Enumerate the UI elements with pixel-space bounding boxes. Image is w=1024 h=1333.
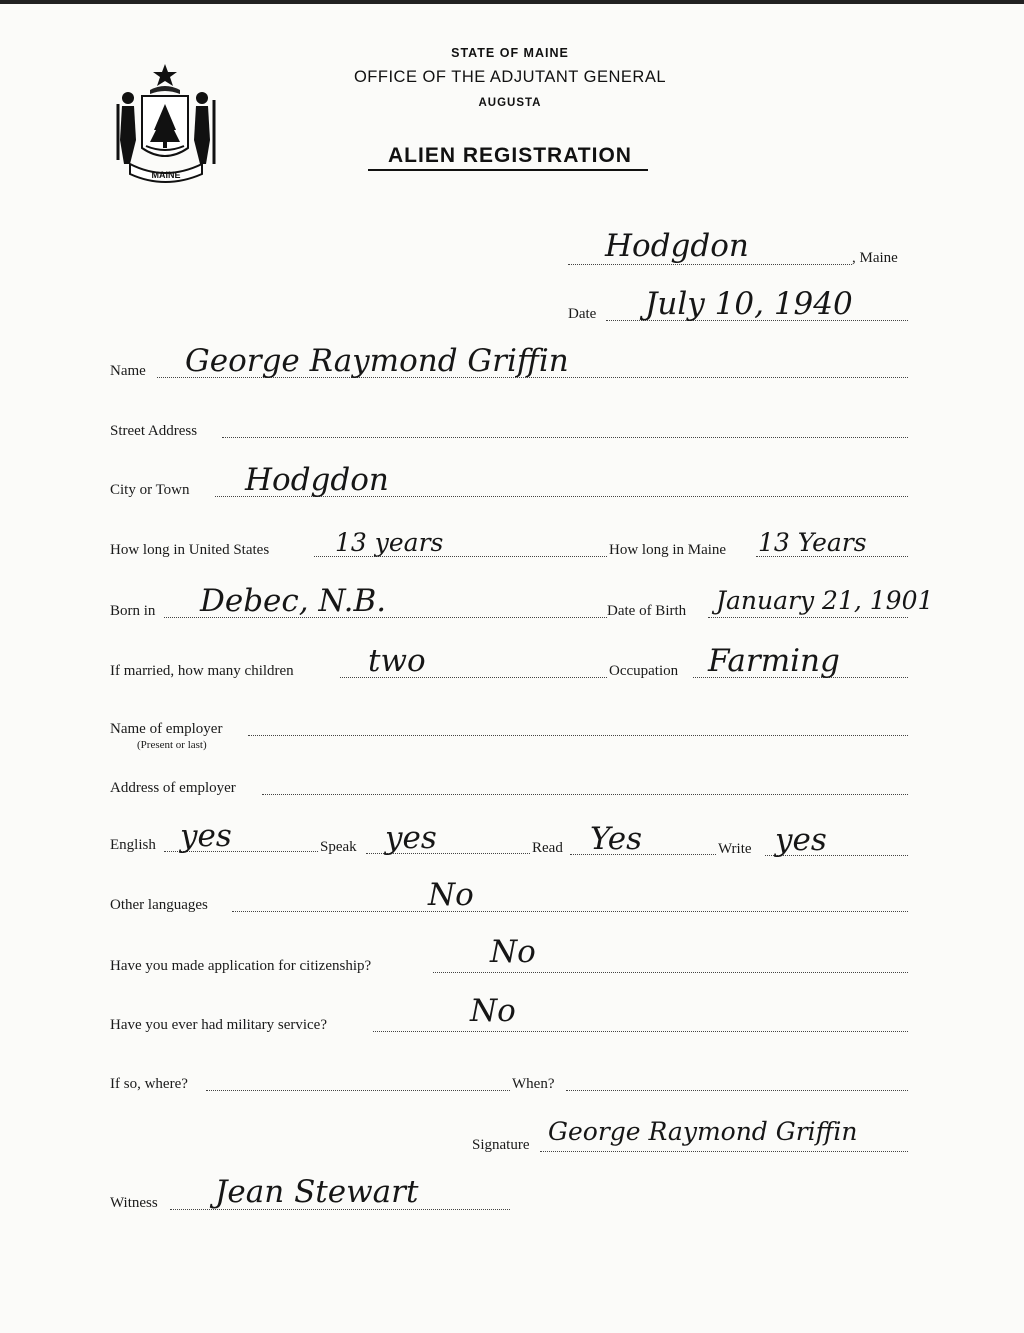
how-long-us-label: How long in United States [110,542,270,558]
street-line [222,437,908,438]
town-entry: Hodgdon [605,228,749,264]
where-line [206,1090,510,1091]
employer-sublabel: (Present or last) [137,739,207,751]
office-heading: OFFICE OF THE ADJUTANT GENERAL [353,68,667,86]
born-in-label: Born in [110,603,156,619]
when-label: When? [512,1076,555,1092]
title-underline [368,169,648,171]
read-entry: Yes [590,821,643,857]
write-entry: yes [775,822,827,858]
city-entry: Hodgdon [245,462,389,498]
employer-label: Name of employer [110,721,223,737]
citizenship-entry: No [490,934,536,970]
city-heading: AUGUSTA [478,97,542,109]
children-label: If married, how many children [110,663,294,679]
occupation-label: Occupation [609,663,679,679]
date-entry: July 10, 1940 [645,286,853,322]
english-entry: yes [180,818,232,854]
maine-label: , Maine [852,250,898,266]
svg-text:MAINE: MAINE [151,170,181,180]
where-label: If so, where? [110,1076,188,1092]
name-entry: George Raymond Griffin [185,343,569,379]
how-long-us-entry: 13 years [335,528,444,557]
form-title: ALIEN REGISTRATION [388,144,632,167]
town-line [568,264,852,265]
write-label: Write [718,841,752,857]
witness-label: Witness [110,1195,158,1211]
citizenship-line [433,972,908,973]
signature-line [540,1151,908,1152]
military-entry: No [470,993,516,1029]
date-label: Date [568,306,597,322]
when-line [566,1090,908,1091]
dob-label: Date of Birth [607,603,687,619]
witness-entry: Jean Stewart [215,1174,419,1210]
employer-line [248,735,908,736]
occupation-entry: Farming [708,643,840,679]
military-line [373,1031,908,1032]
employer-address-label: Address of employer [110,780,236,796]
scan-edge [0,0,1024,4]
other-languages-label: Other languages [110,897,208,913]
employer-address-line [262,794,908,795]
city-label: City or Town [110,482,190,498]
born-in-entry: Debec, N.B. [200,583,387,619]
dob-line [708,617,908,618]
signature-label: Signature [472,1137,530,1153]
speak-label: Speak [320,839,357,855]
speak-entry: yes [385,820,437,856]
how-long-maine-entry: 13 Years [758,528,867,557]
dob-entry: January 21, 1901 [716,586,934,615]
read-label: Read [532,840,563,856]
citizenship-label: Have you made application for citizenship? [110,958,372,974]
name-label: Name [110,363,146,379]
state-heading: STATE OF MAINE [451,46,569,60]
signature-entry: George Raymond Griffin [548,1117,858,1146]
how-long-maine-label: How long in Maine [609,542,727,558]
maine-seal-icon [110,60,220,188]
other-languages-line [232,911,908,912]
other-languages-entry: No [428,877,474,913]
english-label: English [110,837,156,853]
street-label: Street Address [110,423,198,439]
military-label: Have you ever had military service? [110,1017,327,1033]
children-entry: two [368,643,426,679]
